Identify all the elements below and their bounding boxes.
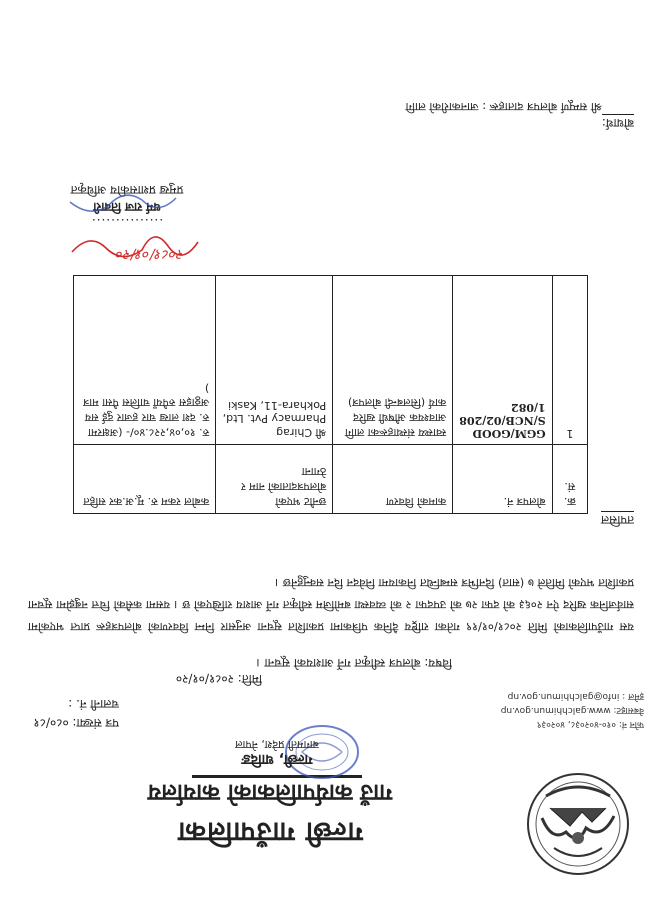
blue-signature-scribble bbox=[62, 182, 182, 222]
header-amount: कबोल रकम रु. मू.अ.कर सहित bbox=[74, 445, 216, 514]
cell-work: स्वास्थ्य संस्थाहरूका लागि आवश्यक औषधी खरिद कार्य (सिलबन्दी बोलपत्र) bbox=[333, 276, 453, 445]
cell-serial: 1 bbox=[552, 276, 587, 445]
letter-number: पत्र संख्या: ०८०/८१ bbox=[33, 716, 119, 730]
cell-bid-number: GGM/GOOD S/NCB/02/208 1/082 bbox=[453, 276, 552, 445]
office-location: गल्छी, धादिङ bbox=[241, 751, 313, 767]
signature-dots: ............... bbox=[90, 216, 164, 230]
letter-body: यस गाउँपालिकाको मिति २०८१/०१/१९ गतेका राष्ट्रिय दैनिक पत्रिकामा प्रकाशित सूचना अनुसार निम्न विवरणको बोलपत्रहरू प्राप्त भएकोमा सार्वजनिक खरिद ऐन २०६३ को दफा २७ को उपदफा २ को व्यवस्था बमोजिम स्वीकृत गर्ने आशय राखिएको छ । यसमा कसैको चित्त नबुझेमा सूचना प्रकाशित भएको मितिले ७ (सात) दिनभित्र सम्बन्धित निकायमा निवेदन दिन सक्नुहुनेछ । bbox=[28, 576, 634, 634]
procurement-table bbox=[73, 275, 588, 514]
table-caption: तपसिल bbox=[600, 513, 634, 527]
dispatch-number: चलानी नं. : bbox=[68, 697, 119, 711]
government-emblem-icon bbox=[524, 770, 632, 878]
header-work: कामको विवरण bbox=[333, 445, 453, 514]
contact-phone: फोन नं: ०१०-४०२०३८, ४०२०३९ bbox=[536, 719, 644, 729]
contact-email: इमेल : info@galchhimun.gov.np bbox=[507, 691, 644, 701]
cc-label: बोधार्थ: bbox=[601, 116, 634, 130]
cell-firm: श्री Chirag Pharmacy Pvt. Ltd, Pokhara-11, Kaski bbox=[216, 276, 333, 445]
header-firm: छनौट भएको बोलपत्रदाताको नाम र ठेगाना bbox=[216, 445, 333, 514]
cc-recipients: श्री सम्पूर्ण बोलपत्र दाताहरू : जानकारीको लागि bbox=[405, 100, 602, 114]
red-signature-scribble bbox=[62, 230, 202, 270]
office-province: बागमती प्रदेश, नेपाल bbox=[235, 738, 319, 751]
table-row bbox=[74, 276, 588, 445]
signatory-designation: प्रमुख प्रशासकीय अधिकृत bbox=[70, 183, 184, 197]
letter-subject: विषय: बोलपत्र स्वीकृत गर्ने आशयको सूचना । bbox=[256, 656, 452, 670]
contact-website: वेबसाइट: www.galchhimun.gov.np bbox=[500, 705, 644, 715]
office-name: गल्छी गाउँपालिका bbox=[177, 816, 363, 847]
office-subtitle: गाउँ कार्यपालिकाको कार्यालय bbox=[147, 779, 393, 805]
table-header-row bbox=[74, 445, 588, 514]
header-serial: क्र. सं. bbox=[552, 445, 587, 514]
handwritten-date: २०८१/०१/२० bbox=[116, 246, 184, 262]
header-bid-number: बोलपत्र नं. bbox=[453, 445, 552, 514]
signatory-name: धर्म राज तिवारी bbox=[93, 200, 161, 214]
cell-amount: रु. १०,०४,२२८.४०/- (अक्षरमा रु. दश लाख चार हजार दुई सय अठ्ठाइस रुपैयाँ चालिस पैसा मात्र ) bbox=[74, 276, 216, 445]
letter-date: मिति: २०८१/०१/२० bbox=[175, 672, 262, 686]
